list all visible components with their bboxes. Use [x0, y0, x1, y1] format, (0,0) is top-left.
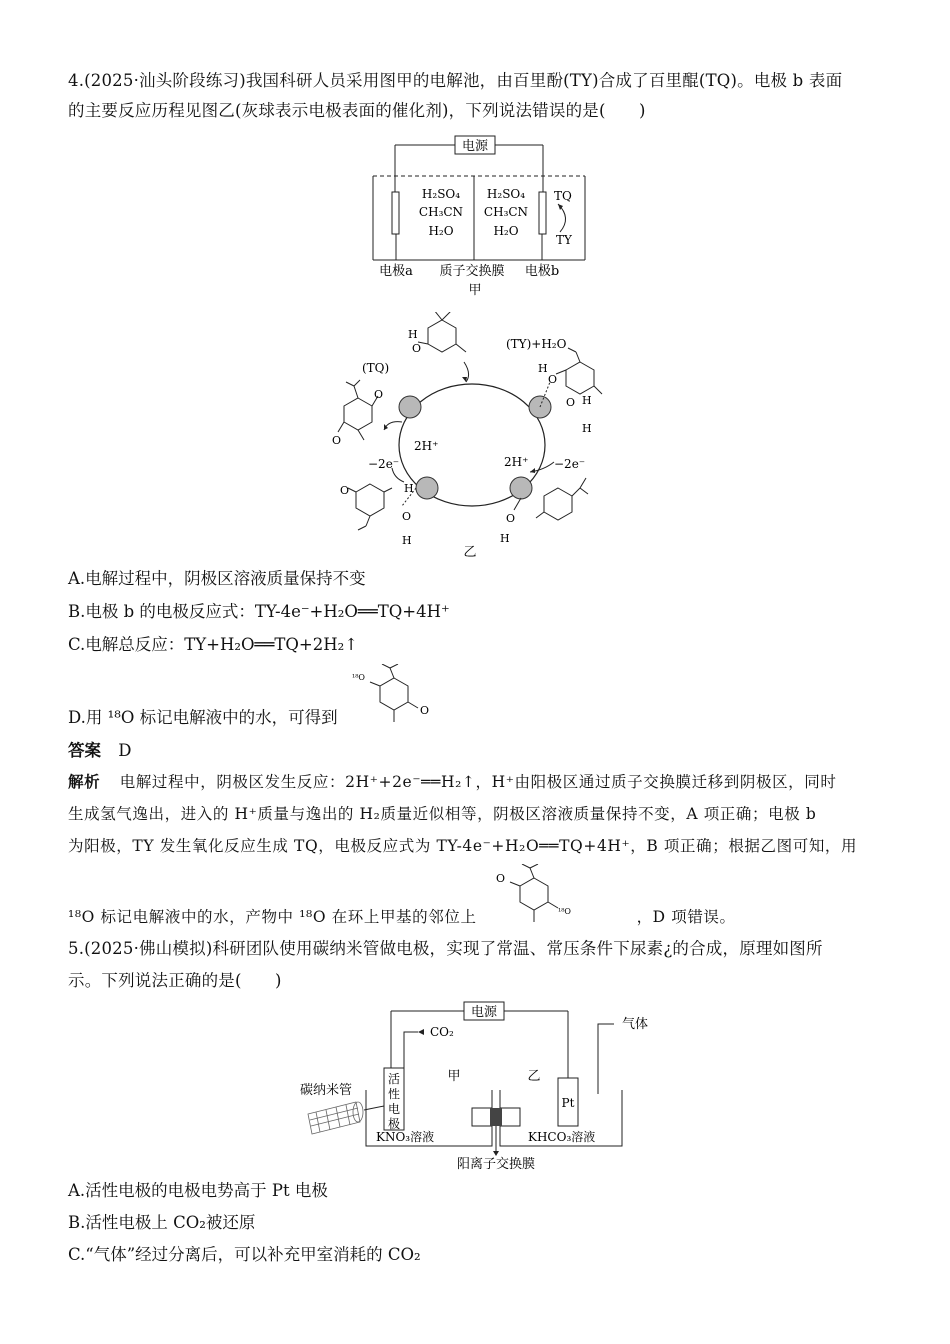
svg-text:O: O [402, 510, 412, 523]
svg-text:H: H [538, 362, 548, 375]
svg-text:O: O [506, 512, 516, 525]
urea-synthesis-figure [296, 998, 656, 1170]
khco3-label: KHCO₃溶液 [528, 1130, 596, 1144]
q5-stem-line1: 5.(2025·佛山模拟)科研团队使用碳纳米管做电极，实现了常温、常压条件下尿素¿的合成，原理如图所 [68, 939, 823, 958]
q4-stem-line1: 4.(2025·汕头阶段练习)我国科研人员采用图甲的电解池，由百里酚(TY)合成了百里醌(TQ)。电极 b 表面 [68, 71, 843, 90]
twoh-left: 2H⁺ [414, 439, 439, 453]
q5-option-b: B.活性电极上 CO₂被还原 [68, 1213, 256, 1232]
q4-option-a: A.电解过程中，阴极区溶液质量保持不变 [68, 569, 366, 588]
svg-text:H: H [582, 394, 592, 407]
q4-stem-line2: 的主要反应历程见图乙(灰球表示电极表面的催化剂)，下列说法错误的是( ) [68, 101, 646, 120]
reaction-cycle-figure-yi [330, 312, 630, 560]
ty-plus-water-label: (TY)+H₂O [506, 337, 567, 351]
cation-membrane-block [490, 1108, 502, 1126]
svg-text:H: H [582, 422, 592, 435]
left-sol-2: CH₃CN [418, 205, 464, 219]
electrode-b-label: 电极b [524, 264, 560, 279]
gas-label: 气体 [622, 1017, 649, 1032]
svg-text:H: H [404, 482, 414, 495]
ty-to-tq-arrow [558, 204, 566, 232]
q4-option-d: D.用 ¹⁸O 标记电解液中的水，可得到 [68, 708, 338, 727]
explanation-line1: 解析 电解过程中，阴极区发生反应：2H⁺+2e⁻══H₂↑，H⁺由阳极区通过质子交换膜迁移到阴极区，同时 [68, 773, 837, 791]
tq-label: TQ [554, 189, 572, 203]
svg-text:O: O [566, 396, 576, 409]
answer-value: D [118, 741, 132, 760]
catalyst-ball [510, 477, 532, 499]
figure-yi-caption: 乙 [463, 545, 477, 560]
power-label: 电源 [461, 139, 489, 154]
o-label-d: O [420, 704, 430, 717]
power-label-q5: 电源 [470, 1005, 498, 1020]
electrode-b-rect [539, 192, 546, 234]
o-label-expl: O [496, 872, 506, 885]
yi-label: 乙 [527, 1069, 541, 1084]
q5-stem-line2: 示。下列说法正确的是( ) [68, 971, 282, 990]
svg-text:O: O [548, 373, 558, 386]
svg-text:O: O [374, 388, 384, 401]
ty-molecule-top [418, 312, 466, 352]
svg-text:O: O [332, 434, 342, 447]
svg-text:电: 电 [387, 1102, 401, 1116]
h-label: H [408, 328, 418, 341]
explanation-line3: 为阳极，TY 发生氧化反应生成 TQ，电极反应式为 TY-4e⁻+H₂O══TQ+4H⁺，B 项正确；根据乙图可知，用 [68, 837, 858, 855]
pt-label: Pt [561, 1096, 575, 1110]
tq-label-yi: (TQ) [362, 361, 390, 375]
svg-text:O: O [340, 484, 350, 497]
minus2e-left: −2e⁻ [368, 457, 400, 471]
svg-text:H: H [402, 534, 412, 547]
left-sol-3: H₂O [428, 224, 454, 238]
option-d-structure [350, 664, 440, 728]
catalyst-ball [399, 396, 421, 418]
left-sol-1: H₂SO₄ [421, 187, 461, 201]
right-sol-3: H₂O [493, 224, 519, 238]
electrolysis-cell-figure-jia [360, 132, 600, 300]
q5-option-a: A.活性电极的电极电势高于 Pt 电极 [68, 1181, 328, 1200]
svg-text:极: 极 [387, 1117, 401, 1131]
membrane-label: 质子交换膜 [439, 264, 505, 279]
svg-text:性: 性 [387, 1087, 401, 1101]
catalyst-ball [416, 477, 438, 499]
membrane-label-q5: 阳离子交换膜 [456, 1157, 536, 1170]
answer-label: 答案 [68, 741, 101, 760]
answer-row [68, 740, 888, 762]
right-sol-2: CH₃CN [483, 205, 529, 219]
nanotube-label: 碳纳米管 [300, 1083, 353, 1098]
electrode-a-rect [392, 192, 399, 234]
minus2e-right: −2e⁻ [554, 457, 586, 471]
figure-jia-caption: 甲 [468, 283, 482, 298]
explanation-structure [490, 864, 590, 928]
q5-option-c: C.“气体”经过分离后，可以补充甲室消耗的 CO₂ [68, 1245, 421, 1264]
q4-option-c: C.电解总反应：TY+H₂O══TQ+2H₂↑ [68, 635, 359, 654]
ty-label: TY [556, 233, 572, 247]
svg-text:H: H [500, 532, 510, 545]
right-sol-1: H₂SO₄ [486, 187, 526, 201]
twoh-right: 2H⁺ [504, 455, 529, 469]
explanation-label: 解析 [68, 773, 101, 791]
o18-label-expl: ¹⁸O [558, 907, 571, 916]
explanation-line2: 生成氢气逸出，进入的 H⁺质量与逸出的 H₂质量近似相等，阴极区溶液质量保持不变，A 项正确；电极 b [68, 805, 817, 823]
explanation-line4: ¹⁸O 标记电解液中的水，产物中 ¹⁸O 在环上甲基的邻位上 ，D 项错误。 [68, 908, 736, 926]
electrode-a-label: 电极a [379, 264, 413, 279]
tq-molecule [338, 380, 378, 440]
carbon-nanotube-icon [308, 1102, 363, 1134]
kno3-label: KNO₃溶液 [376, 1130, 435, 1144]
q4-option-b: B.电极 b 的电极反应式：TY-4e⁻+H₂O══TQ+4H⁺ [68, 602, 450, 621]
o-label: O [412, 342, 422, 355]
co2-label: CO₂ [430, 1025, 454, 1039]
jia-label: 甲 [447, 1069, 461, 1084]
svg-text:活: 活 [387, 1072, 401, 1086]
o18-sup-label: ¹⁸O [352, 673, 365, 682]
